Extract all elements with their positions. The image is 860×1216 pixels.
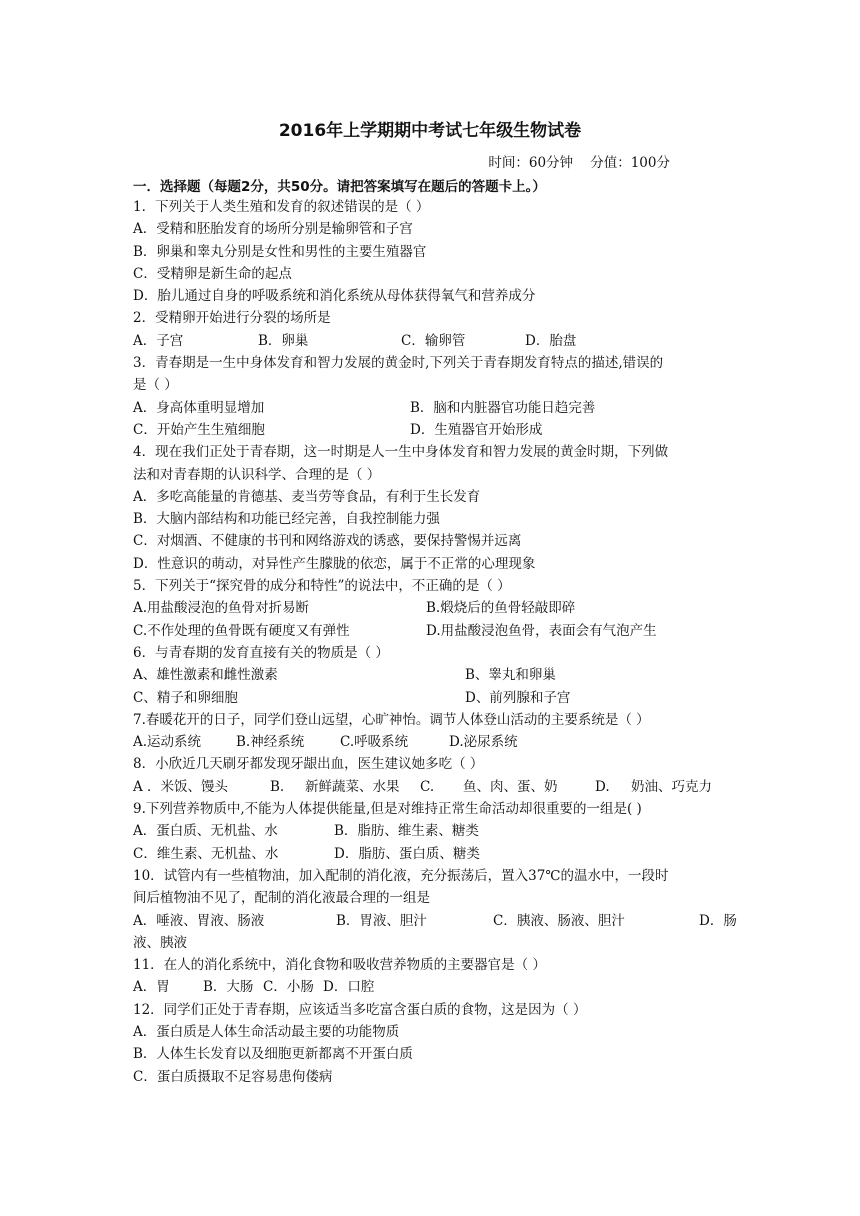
line-text: 2．受精卵开始进行分裂的场所是 (133, 310, 331, 327)
line-text: B．卵巢和睾丸分别是女性和男性的主要生殖器官 (133, 243, 427, 260)
text-line (133, 887, 738, 909)
text-line (133, 1066, 738, 1088)
text-line (133, 218, 738, 240)
line-text: C．维生素、无机盐、水 (133, 845, 279, 862)
text-line (133, 597, 738, 619)
line-text: 液、胰液 (133, 934, 187, 951)
line-text: A．唾液、胃液、肠液 (133, 912, 265, 929)
line-text: B．大脑内部结构和功能已经完善，自我控制能力强 (133, 511, 440, 528)
line-text: C.不作处理的鱼骨既有硬度又有弹性 (133, 622, 350, 639)
option-text: B．脂肪、维生素、糖类 (334, 823, 479, 840)
option-text: B、睾丸和卵巢 (465, 667, 556, 684)
text-line (133, 374, 738, 396)
text-line (133, 820, 738, 842)
text-line (133, 776, 738, 798)
question-body (133, 196, 738, 1088)
text-line (133, 910, 738, 932)
line-text: A．胃 (133, 979, 170, 996)
text-line (133, 464, 738, 486)
text-line (133, 1043, 738, 1065)
line-text: A．身高体重明显增加 (133, 399, 265, 416)
line-text: D．性意识的萌动，对异性产生朦胧的依恋，属于不正常的心理现象 (133, 555, 536, 572)
option-text: D．脂肪、蛋白质、糖类 (334, 845, 480, 862)
text-line (133, 999, 738, 1021)
exam-meta: 时间：60分钟 分值：100分 (488, 155, 670, 171)
text-line (133, 865, 738, 887)
text-line (133, 976, 738, 998)
option-text: C．胰液、肠液、胆汁 (493, 912, 625, 929)
option-text: D.泌尿系统 (449, 734, 518, 751)
line-text: C．蛋白质摄取不足容易患佝偻病 (133, 1068, 333, 1085)
line-text: A.用盐酸浸泡的鱼骨对折易断 (133, 600, 310, 617)
option-text: D.用盐酸浸泡鱼骨，表面会有气泡产生 (426, 622, 657, 639)
text-line (133, 1021, 738, 1043)
line-text: 1．下列关于人类生殖和发育的叙述错误的是（ ） (133, 199, 430, 215)
option-text: B．脑和内脏器官功能日趋完善 (410, 399, 596, 416)
text-line (133, 330, 738, 352)
text-line (133, 397, 738, 419)
text-line (133, 687, 738, 709)
line-text: A．子宫 (133, 332, 184, 349)
option-text: C．输卵管 (401, 332, 466, 349)
text-line (133, 530, 738, 552)
line-text: C．受精卵是新生命的起点 (133, 265, 292, 282)
text-line (133, 642, 738, 664)
line-text: C．开始产生生殖细胞 (133, 421, 265, 438)
option-text: B．大肠 (203, 979, 254, 996)
text-line (133, 307, 738, 329)
option-text: C. (420, 778, 435, 795)
text-line (133, 241, 738, 263)
line-text: 3．青春期是一生中身体发育和智力发展的黄金时,下列关于青春期发育特点的描述,错误的 (133, 355, 664, 372)
line-text: 8．小欣近几天刷牙都发现牙龈出血，医生建议她多吃（ ） (133, 756, 484, 773)
option-text: B. (270, 778, 285, 795)
option-text: D．生殖器官开始形成 (410, 421, 543, 438)
line-text: 5．下列关于“探究骨的成分和特性”的说法中，不正确的是（ ） (133, 578, 511, 595)
text-line (133, 709, 738, 731)
text-line (133, 664, 738, 686)
section-heading: 一．选择题（每题2分，共50分。请把答案填写在题后的答题卡上。） (133, 179, 546, 195)
option-text: 鱼、肉、蛋、奶 (463, 778, 558, 795)
option-text: D. (595, 778, 610, 795)
text-line (133, 731, 738, 753)
text-line (133, 352, 738, 374)
option-text: B．卵巢 (258, 332, 309, 349)
text-line (133, 620, 738, 642)
text-line (133, 932, 738, 954)
line-text: A．受精和胚胎发育的场所分别是输卵管和子宫 (133, 221, 413, 238)
text-line (133, 553, 738, 575)
option-text: C.呼吸系统 (340, 734, 409, 751)
line-text: B．人体生长发育以及细胞更新都离不开蛋白质 (133, 1046, 413, 1063)
text-line (133, 196, 738, 218)
line-text: D．胎儿通过自身的呼吸系统和消化系统从母体获得氧气和营养成分 (133, 288, 536, 305)
option-text: 奶油、巧克力 (631, 778, 712, 795)
text-line (133, 575, 738, 597)
text-line (133, 419, 738, 441)
option-text: D．胎盘 (525, 332, 577, 349)
line-text: A、雄性激素和雌性激素 (133, 667, 278, 684)
line-text: 是（ ） (133, 377, 178, 394)
text-line (133, 486, 738, 508)
line-text: A ．米饭、馒头 (133, 778, 229, 795)
line-text: 间后植物油不见了，配制的消化液最合理的一组是 (133, 890, 430, 907)
option-text: D．肠 (699, 912, 737, 929)
page-title: 2016年上学期期中考试七年级生物试卷 (278, 121, 582, 141)
line-text: 12．同学们正处于青春期，应该适当多吃富含蛋白质的食物，这是因为（ ） (133, 1001, 587, 1018)
line-text: 10．试管内有一些植物油，加入配制的消化液，充分振荡后，置入37℃的温水中，一段时 (133, 867, 669, 884)
text-line (133, 441, 738, 463)
text-line (133, 798, 738, 820)
line-text: 4．现在我们正处于青春期，这一时期是人一生中身体发育和智力发展的黄金时期，下列做 (133, 444, 669, 461)
text-line (133, 263, 738, 285)
line-text: C、精子和卵细胞 (133, 689, 238, 706)
text-line (133, 508, 738, 530)
line-text: 6．与青春期的发育直接有关的物质是（ ） (133, 644, 389, 661)
option-text: C．小肠 (263, 979, 314, 996)
line-text: 9.下列营养物质中,不能为人体提供能量,但是对维持正常生命活动却很重要的一组是( ) (133, 801, 642, 818)
text-line (133, 954, 738, 976)
line-text: A．蛋白质是人体生命活动最主要的功能物质 (133, 1023, 400, 1040)
option-text: B.神经系统 (236, 734, 305, 751)
option-text: B．胃液、胆汁 (336, 912, 427, 929)
line-text: C．对烟酒、不健康的书刊和网络游戏的诱惑，要保持警惕并远离 (133, 533, 522, 550)
line-text: 法和对青春期的认识科学、合理的是（ ） (133, 466, 381, 483)
text-line (133, 843, 738, 865)
line-text: A.运动系统 (133, 734, 202, 751)
line-text: 11．在人的消化系统中，消化食物和吸收营养物质的主要器官是（ ） (133, 957, 546, 974)
option-text: B.煅烧后的鱼骨轻敲即碎 (426, 600, 576, 617)
text-line (133, 753, 738, 775)
line-text: A．多吃高能量的肯德基、麦当劳等食品，有利于生长发育 (133, 488, 481, 505)
option-text: D、前列腺和子宫 (465, 689, 571, 706)
line-text: 7.春暖花开的日子，同学们登山远望，心旷神怡。调节人体登山活动的主要系统是（ ） (133, 711, 650, 728)
option-text: D．口腔 (323, 979, 375, 996)
text-line (133, 285, 738, 307)
line-text: A．蛋白质、无机盐、水 (133, 823, 278, 840)
option-text: 新鲜蔬菜、水果 (305, 778, 400, 795)
